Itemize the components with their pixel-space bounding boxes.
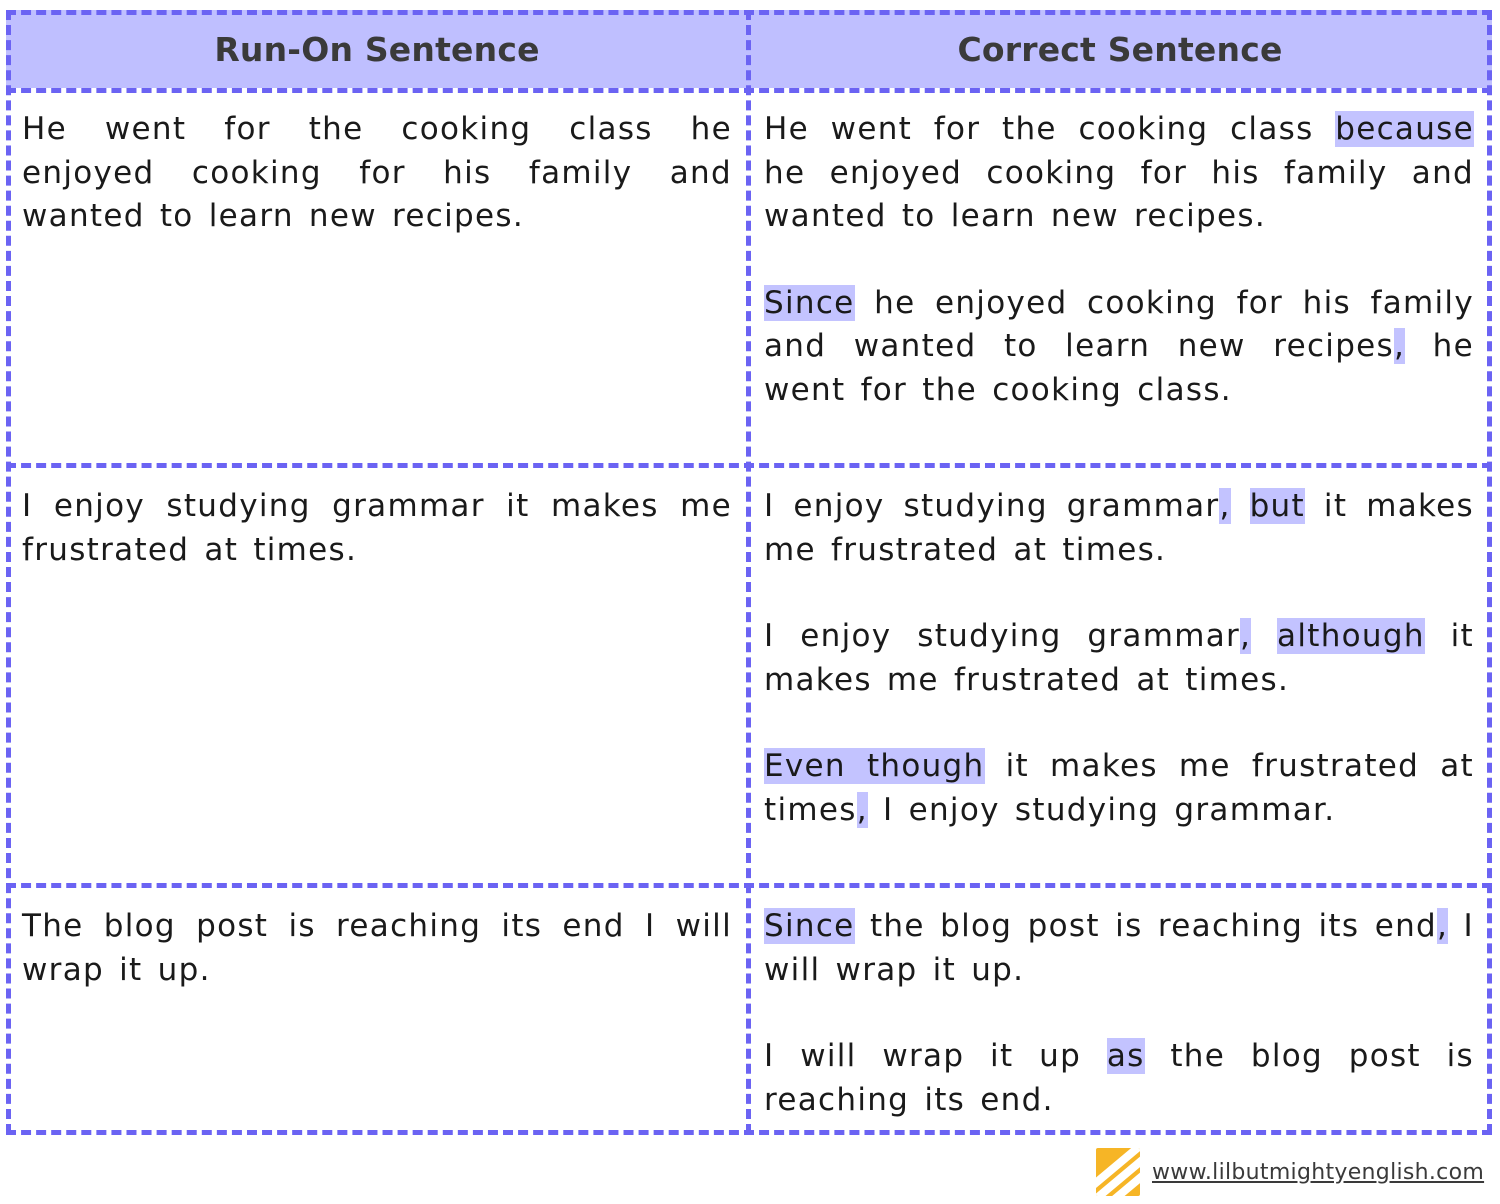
footer-brand: [1096, 1148, 1484, 1196]
run-on-sentence: The blog post is reaching its end I will wrap it up.: [22, 908, 732, 988]
sentence-text: I enjoy studying grammar: [764, 618, 1241, 654]
correct-sentence: [764, 108, 1474, 239]
sentence-text: he enjoyed cooking for his family and wanted to learn new recipes: [764, 284, 1474, 364]
table-border-middle: [746, 10, 751, 1134]
sentence-text: he enjoyed cooking for his family and wanted to learn new recipes.: [764, 154, 1474, 234]
table-row-3-run-on: [22, 905, 732, 992]
highlighted-word: ,: [1240, 618, 1252, 654]
sentence-text: He went for the cooking class: [764, 111, 1336, 147]
highlighted-word: because: [1335, 111, 1474, 147]
sentence-text: I will wrap it up.: [764, 908, 1474, 988]
correct-sentence: [764, 282, 1474, 413]
correct-sentence: [764, 905, 1474, 992]
highlighted-word: Since: [764, 908, 855, 944]
run-on-sentence: He went for the cooking class he enjoyed cooking for his family and wanted to learn new recipes.: [22, 111, 732, 234]
sentence-text: I will wrap it up: [764, 1038, 1107, 1074]
sentence-text: I enjoy studying grammar.: [867, 791, 1336, 828]
header-run-on-label: Run-On Sentence: [214, 29, 540, 69]
correct-sentence: [764, 745, 1474, 832]
table-border-right: [1487, 10, 1492, 1134]
highlighted-word: Even though: [764, 748, 985, 784]
highlighted-word: ,: [1219, 488, 1231, 524]
sentence-text: he went for the cooking class.: [764, 328, 1474, 408]
sentence-text: it makes me frustrated at times: [764, 748, 1474, 828]
sentence-text: it makes me frustrated at times.: [764, 488, 1474, 568]
sentence-text: [1231, 488, 1250, 524]
sentence-text: it makes me frustrated at times.: [764, 618, 1474, 698]
highlighted-word: but: [1249, 488, 1305, 524]
highlighted-word: ,: [1437, 908, 1449, 944]
highlighted-word: ,: [856, 791, 868, 828]
sentence-table: [6, 10, 1492, 1134]
table-row-3-correct: [764, 905, 1474, 1122]
highlighted-word: Since: [764, 284, 855, 321]
sentence-text: I enjoy studying grammar: [764, 488, 1220, 524]
header-run-on: [6, 10, 748, 88]
footer-url[interactable]: www.lilbutmightyenglish.com: [1152, 1159, 1485, 1185]
sentence-text: the blog post is reaching its end.: [764, 1038, 1475, 1118]
sentence-text: the blog post is reaching its end: [854, 908, 1437, 944]
header-correct: [748, 10, 1492, 88]
run-on-sentence: I enjoy studying grammar it makes me frustrated at times.: [22, 488, 732, 568]
correct-sentence: [764, 1035, 1474, 1122]
table-border-left: [6, 10, 11, 1134]
table-row-1-run-on: [22, 108, 732, 239]
table-row-1-correct: [764, 108, 1474, 412]
header-correct-label: Correct Sentence: [957, 29, 1283, 69]
table-row-2-correct: [764, 485, 1474, 832]
brand-logo-icon: [1096, 1148, 1140, 1196]
sentence-text: [1251, 618, 1277, 654]
highlighted-word: although: [1277, 618, 1425, 654]
table-row-2-run-on: [22, 485, 732, 572]
highlighted-word: as: [1106, 1038, 1145, 1074]
correct-sentence: [764, 615, 1474, 702]
correct-sentence: [764, 485, 1474, 572]
highlighted-word: ,: [1394, 328, 1406, 364]
